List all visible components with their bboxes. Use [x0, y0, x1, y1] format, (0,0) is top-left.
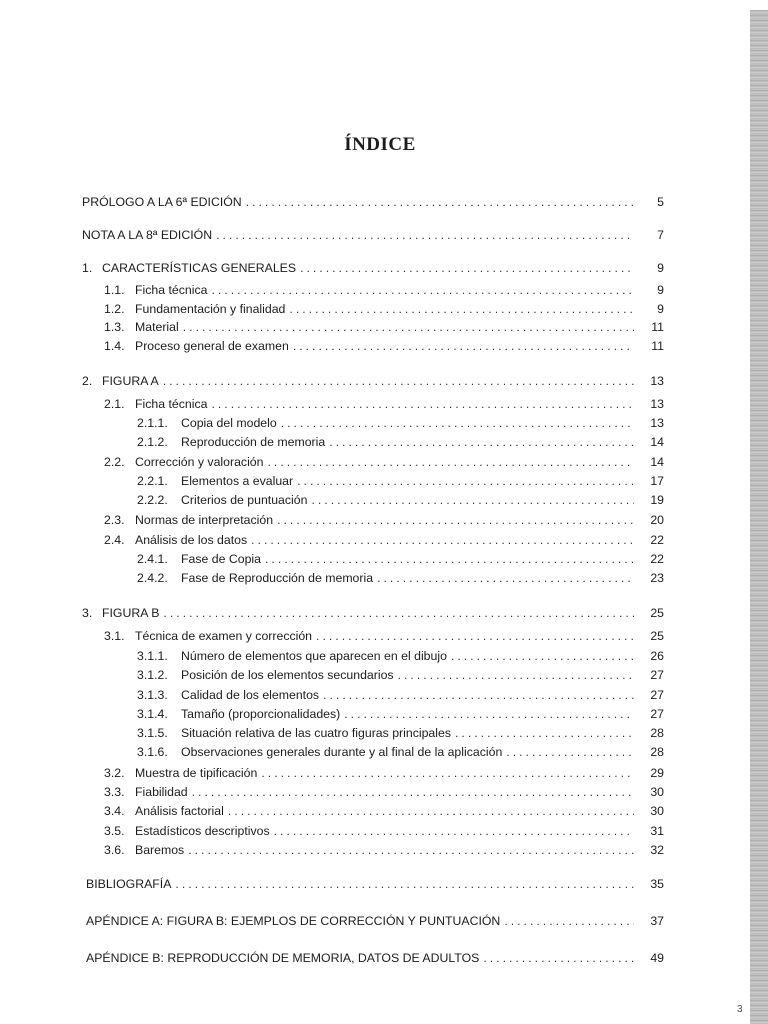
toc-number: 3.1.6. — [137, 745, 168, 759]
toc-number: 3.5. — [104, 824, 125, 838]
toc-entry-bibliografia — [86, 877, 664, 895]
toc-number: 2.4.2. — [137, 571, 168, 585]
toc-page: 9 — [657, 302, 664, 316]
toc-number: 2. — [82, 374, 93, 388]
toc-label: APÉNDICE A: FIGURA B: EJEMPLOS DE CORRECCIÓN Y PUNTUACIÓN — [86, 914, 501, 928]
toc-entry-3-1-2 — [137, 668, 664, 686]
toc-label: Ficha técnica — [135, 397, 208, 411]
leader-dots — [323, 688, 634, 702]
toc-entry-3-1-5 — [137, 726, 664, 744]
toc-page: 13 — [650, 374, 664, 388]
toc-label: Baremos — [135, 843, 185, 857]
toc-number: 3.2. — [104, 766, 125, 780]
toc-entry-2-4 — [104, 533, 664, 551]
leader-dots — [281, 416, 634, 430]
leader-dots — [183, 320, 634, 334]
toc-page: 27 — [650, 668, 664, 682]
leader-dots — [344, 707, 634, 721]
leader-dots — [246, 195, 634, 209]
toc-label: Fiabilidad — [135, 785, 188, 799]
leader-dots — [483, 951, 634, 965]
leader-dots — [451, 649, 634, 663]
toc-label: Observaciones generales durante y al final de la aplicación — [181, 745, 503, 759]
leader-dots — [329, 435, 634, 449]
toc-number: 2.1. — [104, 397, 125, 411]
toc-page: 14 — [650, 455, 664, 469]
toc-number: 1.3. — [104, 320, 125, 334]
toc-entry-2-2-1 — [137, 474, 664, 492]
toc-page: 20 — [650, 513, 664, 527]
leader-dots — [277, 513, 634, 527]
toc-entry-3-1-1 — [137, 649, 664, 667]
toc-label: Posición de los elementos secundarios — [181, 668, 394, 682]
toc-entry-apendice-b — [86, 951, 664, 969]
toc-page: 30 — [650, 785, 664, 799]
toc-number: 3.1. — [104, 629, 125, 643]
toc-label: FIGURA A — [102, 374, 159, 388]
toc-number: 2.1.1. — [137, 416, 168, 430]
leader-dots — [504, 914, 634, 928]
toc-page: 7 — [657, 228, 664, 242]
toc-label: Calidad de los elementos — [181, 688, 320, 702]
toc-entry-3-6 — [104, 843, 664, 861]
toc-number: 3.1.1. — [137, 649, 168, 663]
leader-dots — [377, 571, 634, 585]
toc-entry-chapter-1 — [82, 261, 664, 279]
toc-entry-2-4-2 — [137, 571, 664, 589]
toc-label: Material — [135, 320, 179, 334]
leader-dots — [265, 552, 634, 566]
toc-entry-2-2-2 — [137, 493, 664, 511]
toc-number: 2.3. — [104, 513, 125, 527]
leader-dots — [261, 766, 634, 780]
toc-page: 30 — [650, 804, 664, 818]
leader-dots — [274, 824, 634, 838]
leader-dots — [506, 745, 634, 759]
toc-entry-chapter-3 — [82, 606, 664, 624]
leader-dots — [211, 397, 634, 411]
page-edge-shadow — [750, 10, 768, 1024]
leader-dots — [300, 261, 634, 275]
toc-entry-2-1-2 — [137, 435, 664, 453]
toc-label: Tamaño (proporcionalidades) — [181, 707, 341, 721]
toc-label: Muestra de tipificación — [135, 766, 258, 780]
leader-dots — [228, 804, 634, 818]
toc-label: Situación relativa de las cuatro figuras principales — [181, 726, 451, 740]
leader-dots — [293, 339, 634, 353]
toc-label: Proceso general de examen — [135, 339, 289, 353]
leader-dots — [311, 493, 634, 507]
toc-label: Copia del modelo — [181, 416, 277, 430]
leader-dots — [192, 785, 634, 799]
toc-label: Reproducción de memoria — [181, 435, 326, 449]
toc-page: 17 — [650, 474, 664, 488]
leader-dots — [297, 474, 634, 488]
toc-page: 28 — [650, 745, 664, 759]
toc-page: 37 — [650, 914, 664, 928]
toc-entry-3-2 — [104, 766, 664, 784]
leader-dots — [289, 302, 634, 316]
leader-dots — [163, 606, 634, 620]
toc-page: 9 — [657, 283, 664, 297]
toc-label: Elementos a evaluar — [181, 474, 294, 488]
toc-page: 19 — [650, 493, 664, 507]
leader-dots — [251, 533, 634, 547]
toc-page: 25 — [650, 629, 664, 643]
toc-entry-3-1-4 — [137, 707, 664, 725]
toc-entry-apendice-a — [86, 914, 664, 932]
page-title: ÍNDICE — [344, 134, 416, 155]
toc-number: 3.3. — [104, 785, 125, 799]
toc-number: 2.1.2. — [137, 435, 168, 449]
toc-label: Corrección y valoración — [135, 455, 264, 469]
toc-page: 13 — [650, 416, 664, 430]
toc-page: 11 — [651, 339, 664, 353]
toc-page: 22 — [650, 552, 664, 566]
toc-entry-1-2 — [104, 302, 664, 320]
toc-page: 26 — [650, 649, 664, 663]
toc-entry-1-3 — [104, 320, 664, 338]
toc-number: 3.6. — [104, 843, 125, 857]
toc-number: 3.1.2. — [137, 668, 168, 682]
toc-label: CARACTERÍSTICAS GENERALES — [102, 261, 297, 275]
toc-entry-3-3 — [104, 785, 664, 803]
toc-label: APÉNDICE B: REPRODUCCIÓN DE MEMORIA, DATOS DE ADULTOS — [86, 951, 480, 965]
leader-dots — [216, 228, 634, 242]
toc-number: 1. — [82, 261, 93, 275]
toc-label: Estadísticos descriptivos — [135, 824, 270, 838]
toc-page: 11 — [651, 320, 664, 334]
toc-entry-3-1-3 — [137, 688, 664, 706]
toc-entry-3-5 — [104, 824, 664, 842]
toc-label: BIBLIOGRAFÍA — [86, 877, 172, 891]
toc-number: 2.4. — [104, 533, 125, 547]
toc-page: 23 — [650, 571, 664, 585]
page-number: 3 — [737, 1004, 743, 1015]
toc-label: PRÓLOGO A LA 6ª EDICIÓN — [82, 195, 242, 209]
toc-label: Análisis de los datos — [135, 533, 248, 547]
leader-dots — [188, 843, 634, 857]
toc-label: Técnica de examen y corrección — [135, 629, 313, 643]
toc-page: 29 — [650, 766, 664, 780]
toc-entry-3-4 — [104, 804, 664, 822]
leader-dots — [211, 283, 634, 297]
toc-page: 35 — [650, 877, 664, 891]
toc-entry-2-1-1 — [137, 416, 664, 434]
toc-page: 49 — [650, 951, 664, 965]
toc-label: Ficha técnica — [135, 283, 208, 297]
toc-label: Análisis factorial — [135, 804, 224, 818]
toc-label: Normas de interpretación — [135, 513, 274, 527]
toc-number: 1.2. — [104, 302, 125, 316]
toc-page: 32 — [650, 843, 664, 857]
toc-entry-2-4-1 — [137, 552, 664, 570]
toc-label: FIGURA B — [102, 606, 160, 620]
leader-dots — [316, 629, 634, 643]
toc-number: 3.1.3. — [137, 688, 168, 702]
toc-number: 1.4. — [104, 339, 125, 353]
toc-entry-1-4 — [104, 339, 664, 357]
toc-label: Fase de Reproducción de memoria — [181, 571, 374, 585]
toc-page: 28 — [650, 726, 664, 740]
toc-label: Criterios de puntuación — [181, 493, 308, 507]
toc-number: 2.4.1. — [137, 552, 168, 566]
toc-number: 2.2.2. — [137, 493, 168, 507]
toc-number: 2.2.1. — [137, 474, 168, 488]
leader-dots — [163, 374, 634, 388]
toc-number: 3.1.5. — [137, 726, 168, 740]
toc-number: 2.2. — [104, 455, 125, 469]
toc-page: 13 — [650, 397, 664, 411]
toc-entry-2-2 — [104, 455, 664, 473]
toc-label: NOTA A LA 8ª EDICIÓN — [82, 228, 213, 242]
toc-page: 14 — [650, 435, 664, 449]
toc-entry-chapter-2 — [82, 374, 664, 392]
toc-page: 31 — [650, 824, 664, 838]
toc-label: Número de elementos que aparecen en el dibujo — [181, 649, 447, 663]
toc-entry-3-1-6 — [137, 745, 664, 763]
leader-dots — [268, 455, 635, 469]
toc-page: 22 — [650, 533, 664, 547]
toc-label: Fase de Copia — [181, 552, 261, 566]
toc-label: Fundamentación y finalidad — [135, 302, 286, 316]
leader-dots — [175, 877, 634, 891]
leader-dots — [455, 726, 634, 740]
toc-entry-2-3 — [104, 513, 664, 531]
toc-number: 3. — [82, 606, 93, 620]
toc-entry-nota — [82, 228, 664, 246]
toc-entry-prologo — [82, 195, 664, 213]
leader-dots — [398, 668, 634, 682]
toc-page: 27 — [650, 688, 664, 702]
toc-page: 9 — [657, 261, 664, 275]
toc-entry-3-1 — [104, 629, 664, 647]
toc-number: 3.4. — [104, 804, 125, 818]
toc-page: 5 — [657, 195, 664, 209]
toc-entry-2-1 — [104, 397, 664, 415]
toc-number: 1.1. — [104, 283, 125, 297]
toc-entry-1-1 — [104, 283, 664, 301]
toc-page: 27 — [650, 707, 664, 721]
toc-page: 25 — [650, 606, 664, 620]
toc-number: 3.1.4. — [137, 707, 168, 721]
